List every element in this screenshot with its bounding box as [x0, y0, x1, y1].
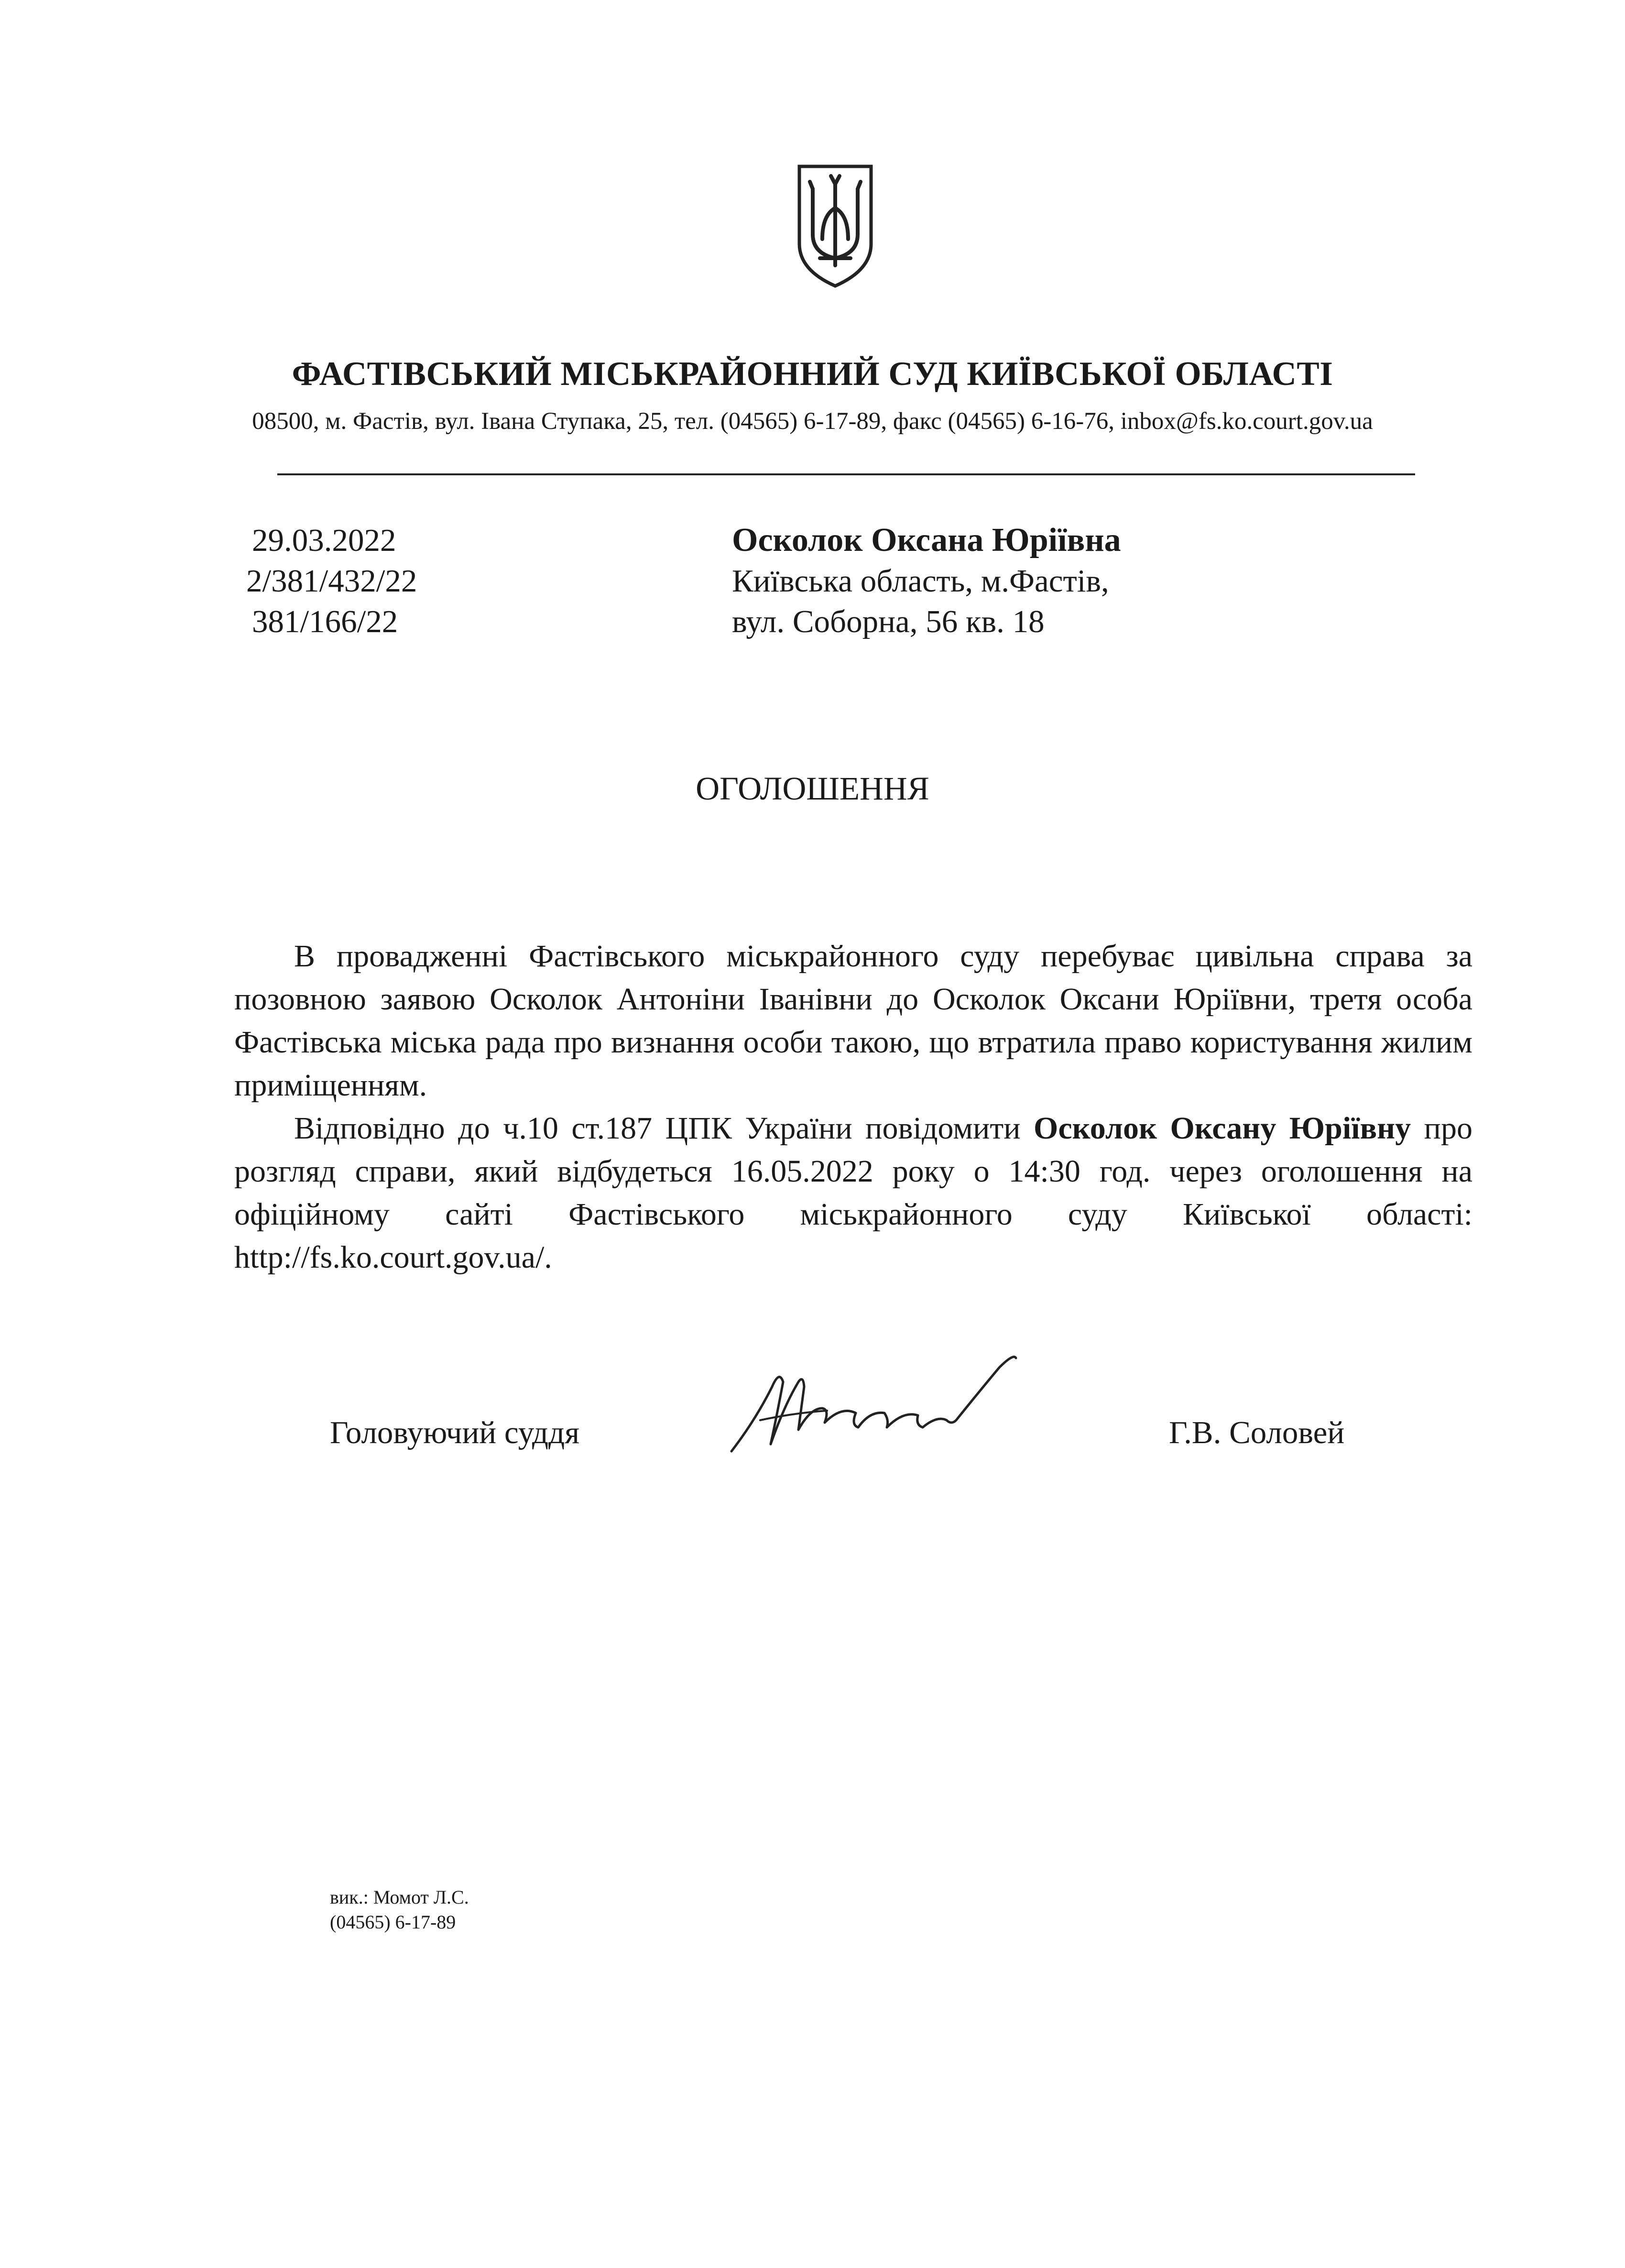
body-text: про розгляд справи, який відбудеться 16.05.2022 року о 14:30 год. через оголошення на офіційному сайті Фастівського міськрайонного суду Київської області: http://fs.ko.court.gov.ua/. — [234, 1111, 1472, 1275]
body-paragraph: В провадженні Фастівського міськрайонного суду перебуває цивільна справа за позовною заявою Осколок Антоніни Іванівни до Осколок Оксани Юріївни, третя особа Фастівська міська рада про визнання особи такою, що втратила право користування жилим приміщенням. — [234, 939, 1472, 1103]
handwritten-signature — [727, 1348, 1023, 1458]
header-divider — [277, 473, 1415, 475]
executor-name: вик.: Момот Л.С. — [330, 1886, 469, 1908]
document-title: ОГОЛОШЕННЯ — [696, 770, 929, 807]
addressee-address-line: Київська область, м.Фастів, — [732, 563, 1109, 599]
addressee-name: Осколок Оксана Юріївна — [732, 522, 1121, 559]
case-number: 2/381/432/22 — [246, 563, 417, 599]
body-paragraph — [234, 1107, 1472, 1279]
signatory-name: Г.В. Соловей — [1169, 1415, 1345, 1450]
addressee-address-line: вул. Соборна, 56 кв. 18 — [732, 604, 1045, 639]
court-name: ФАСТІВСЬКИЙ МІСЬКРАЙОННИЙ СУД КИЇВСЬКОЇ ОБЛАСТІ — [292, 355, 1333, 393]
notified-person-name: Осколок Оксану Юріївну — [1034, 1111, 1411, 1146]
announcement-body — [234, 935, 1472, 1279]
body-text: Відповідно до ч.10 ст.187 ЦПК України повідомити — [294, 1111, 1034, 1146]
coat-of-arms-icon — [794, 163, 877, 289]
outgoing-number: 381/166/22 — [252, 604, 398, 639]
executor-phone: (04565) 6-17-89 — [330, 1911, 456, 1933]
document-date: 29.03.2022 — [252, 523, 396, 558]
signatory-role: Головуючий суддя — [330, 1415, 580, 1450]
court-address: 08500, м. Фастів, вул. Івана Ступака, 25, тел. (04565) 6-17-89, факс (04565) 6-16-76, inbox@fs.ko.court.gov.ua — [252, 408, 1373, 435]
